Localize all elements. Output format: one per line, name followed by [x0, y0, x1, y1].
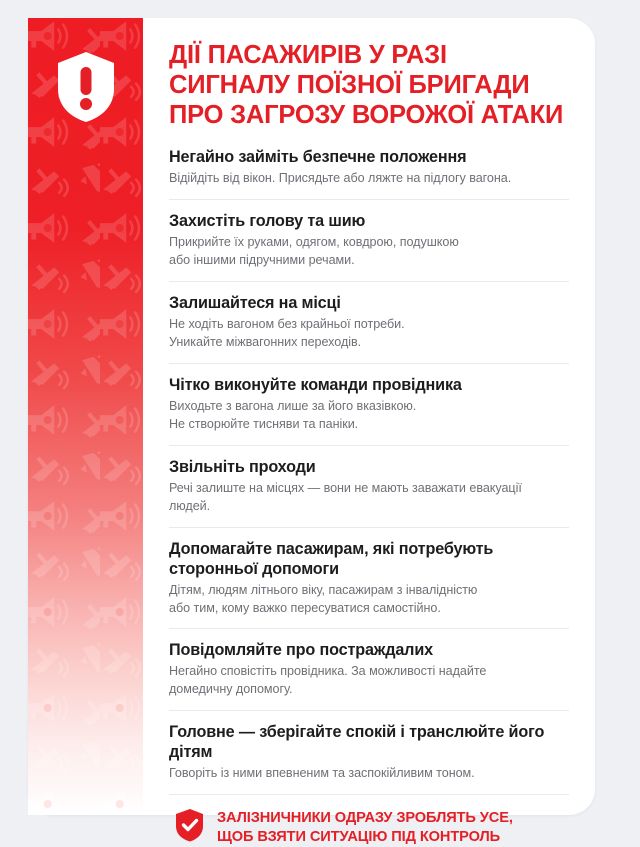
shield-exclamation-icon: [28, 50, 143, 124]
instruction-body: Прикрийте їх руками, одягом, ковдрою, подушкою або іншими підручними речами.: [169, 235, 459, 268]
instruction-section: [169, 282, 569, 364]
instruction-heading: Звільніть проходи: [169, 457, 316, 476]
shield-check-icon: [175, 808, 205, 847]
instruction-section: [169, 711, 569, 795]
instruction-body: Не ходіть вагоном без крайньої потреби. Уникайте міжвагонних переходів.: [169, 317, 405, 349]
instruction-section: [169, 528, 569, 630]
footer-line-1: ЗАЛІЗНИЧНИКИ ОДРАЗУ ЗРОБЛЯТЬ УСЕ,: [217, 810, 513, 827]
instruction-heading: Захистіть голову та шию: [169, 212, 366, 231]
instruction-section: [169, 364, 569, 446]
footer-text: [217, 809, 513, 846]
title-line-3: ПРО ЗАГРОЗУ ВОРОЖОЇ АТАКИ: [169, 101, 564, 130]
instruction-body: Дітям, людям літнього віку, пасажирам з інвалідністю або тим, кому важко пересуватися самостійно.: [169, 582, 478, 615]
instruction-body: Негайно сповістіть провідника. За можливості надайте домедичну допомогу.: [169, 664, 487, 697]
instruction-heading: Чітко виконуйте команди провідника: [169, 375, 462, 394]
left-red-rail: [28, 18, 143, 815]
page-title: [169, 40, 569, 130]
instruction-heading: Повідомляйте про постраждалих: [169, 641, 433, 660]
instruction-heading: Допомагайте пасажирам, які потребують сторонньої допомоги: [169, 539, 494, 578]
infographic-card: [28, 18, 595, 845]
instruction-heading: Залишайтеся на місці: [169, 294, 341, 313]
instruction-section: [169, 446, 569, 528]
instruction-section: [169, 147, 569, 200]
instruction-section: [169, 200, 569, 282]
instruction-body: Речі залиште на місцях — вони не мають заважати евакуації людей.: [169, 480, 522, 513]
title-line-1: ДІЇ ПАСАЖИРІВ У РАЗІ: [169, 41, 447, 69]
instruction-section: [169, 629, 569, 711]
content-column: [143, 18, 595, 845]
footer-line-2: ЩОБ ВЗЯТИ СИТУАЦІЮ ПІД КОНТРОЛЬ: [217, 828, 500, 845]
instruction-heading: Головне — зберігайте спокій і транслюйте його дітям: [169, 723, 545, 762]
instruction-body: Відійдіть від вікон. Присядьте або ляжте на підлогу вагона.: [169, 171, 512, 186]
instruction-heading: Негайно займіть безпечне положення: [169, 148, 467, 167]
threat-icon-pattern: [28, 18, 143, 815]
footer-banner: [169, 808, 569, 847]
instruction-body: Виходьте з вагона лише за його вказівкою. Не створюйте тисняви та паніки.: [169, 398, 417, 431]
instruction-body: Говоріть із ними впевненим та заспокійливим тоном.: [169, 766, 475, 781]
title-line-2: СИГНАЛУ ПОЇЗНОЇ БРИГАДИ: [169, 71, 530, 100]
